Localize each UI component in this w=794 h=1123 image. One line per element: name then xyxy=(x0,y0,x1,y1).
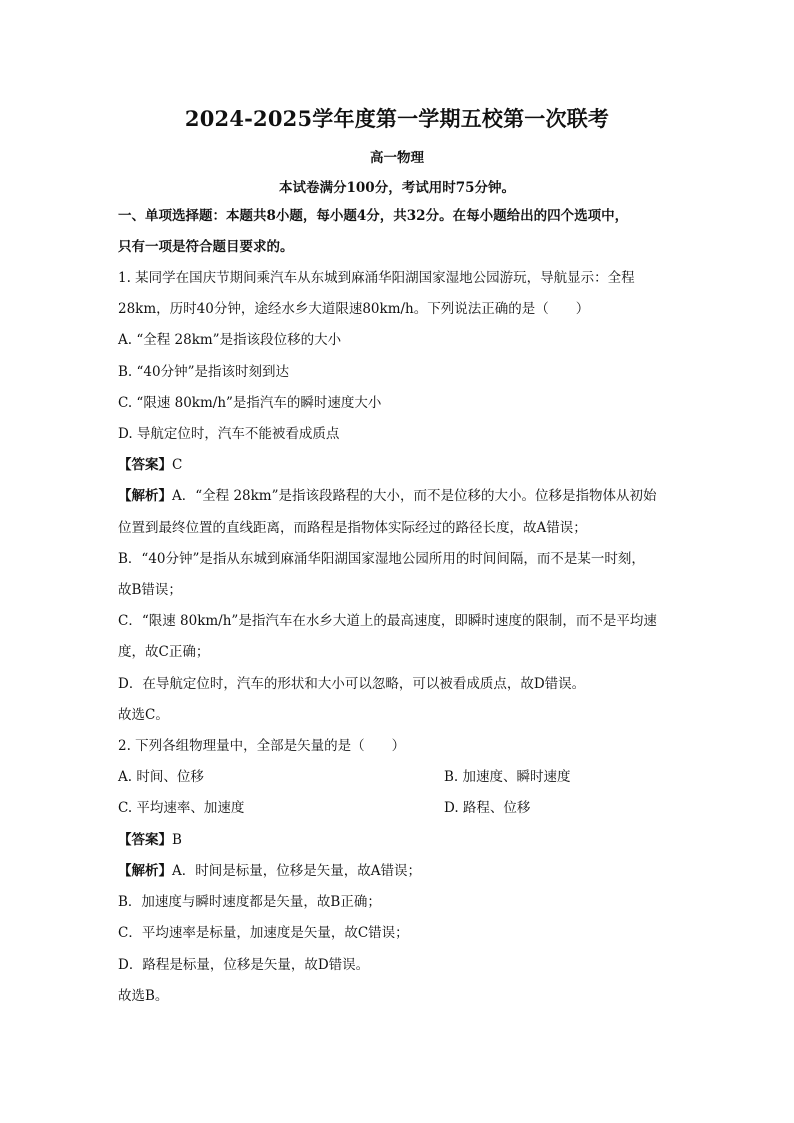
q2-analysis-tag: 【解析】 xyxy=(118,863,172,879)
q1-analysis-line-5: C．“限速 80km/h”是指汽车在水乡大道上的最高速度，即瞬时速度的限制，而不是平均速 xyxy=(118,613,657,629)
q2-answer-tag: 【答案】 xyxy=(118,832,172,848)
q1-conclusion: 故选C。 xyxy=(118,707,169,723)
q1-option-c: C. “限速 80km/h”是指汽车的瞬时速度大小 xyxy=(118,395,382,411)
exam-note: 本试卷满分100分，考试用时75分钟。 xyxy=(279,180,515,196)
exam-title: 2024-2025学年度第一学期五校第一次联考 xyxy=(184,106,610,131)
q1-analysis-line-7: D．在导航定位时，汽车的形状和大小可以忽略，可以被看成质点，故D错误。 xyxy=(118,676,586,692)
section-heading-line-1: 一、单项选择题：本题共8小题，每小题4分，共32分。在每小题给出的四个选项中， xyxy=(118,208,629,224)
q1-stem-line-1: 1. 某同学在国庆节期间乘汽车从东城到麻涌华阳湖国家湿地公园游玩，导航显示：全程 xyxy=(118,270,635,286)
q1-analysis-line-4: 故B错误； xyxy=(118,582,182,598)
q2-analysis-line-4: D．路程是标量，位移是矢量，故D错误。 xyxy=(118,957,370,973)
q1-analysis-text-1: A．“全程 28km”是指该段路程的大小，而不是位移的大小。位移是指物体从初始 xyxy=(172,488,657,504)
q1-option-a: A. “全程 28km”是指该段位移的大小 xyxy=(118,332,342,348)
q1-analysis-line-1 xyxy=(118,486,678,506)
section-heading-line-2: 只有一项是符合题目要求的。 xyxy=(118,239,294,255)
q2-option-b: B. 加速度、瞬时速度 xyxy=(444,769,571,785)
q1-analysis-tag: 【解析】 xyxy=(118,488,172,504)
q1-answer xyxy=(118,455,678,475)
q1-answer-value: C xyxy=(172,457,183,473)
q2-analysis-line-3: C．平均速率是标量，加速度是矢量，故C错误； xyxy=(118,925,409,941)
q1-analysis-line-2: 位置到最终位置的直线距离，而路程是指物体实际经过的路径长度，故A错误； xyxy=(118,520,587,536)
q1-analysis-line-3: B．“40分钟”是指从东城到麻涌华阳湖国家湿地公园所用的时间间隔，而不是某一时刻， xyxy=(118,551,645,567)
q1-analysis-line-6: 度，故C正确； xyxy=(118,644,210,660)
q1-option-b: B. “40分钟”是指该时刻到达 xyxy=(118,364,289,380)
q1-option-d: D. 导航定位时，汽车不能被看成质点 xyxy=(118,426,340,442)
exam-subject: 高一物理 xyxy=(370,150,424,166)
q2-conclusion: 故选B。 xyxy=(118,988,169,1004)
q2-analysis-line-2: B．加速度与瞬时速度都是矢量，故B正确； xyxy=(118,894,381,910)
q2-option-c: C. 平均速率、加速度 xyxy=(118,800,245,816)
q2-analysis-text-1: A．时间是标量，位移是矢量，故A错误； xyxy=(172,863,421,879)
q1-stem-line-2: 28km，历时40分钟，途经水乡大道限速80km/h。下列说法正确的是（ ） xyxy=(118,301,590,317)
q2-analysis-line-1 xyxy=(118,861,678,881)
q2-option-d: D. 路程、位移 xyxy=(444,800,531,816)
q1-answer-tag: 【答案】 xyxy=(118,457,172,473)
q2-answer xyxy=(118,830,678,850)
q2-answer-value: B xyxy=(172,832,182,848)
q2-stem: 2. 下列各组物理量中，全部是矢量的是（ ） xyxy=(118,738,406,754)
q2-option-a: A. 时间、位移 xyxy=(118,769,204,785)
